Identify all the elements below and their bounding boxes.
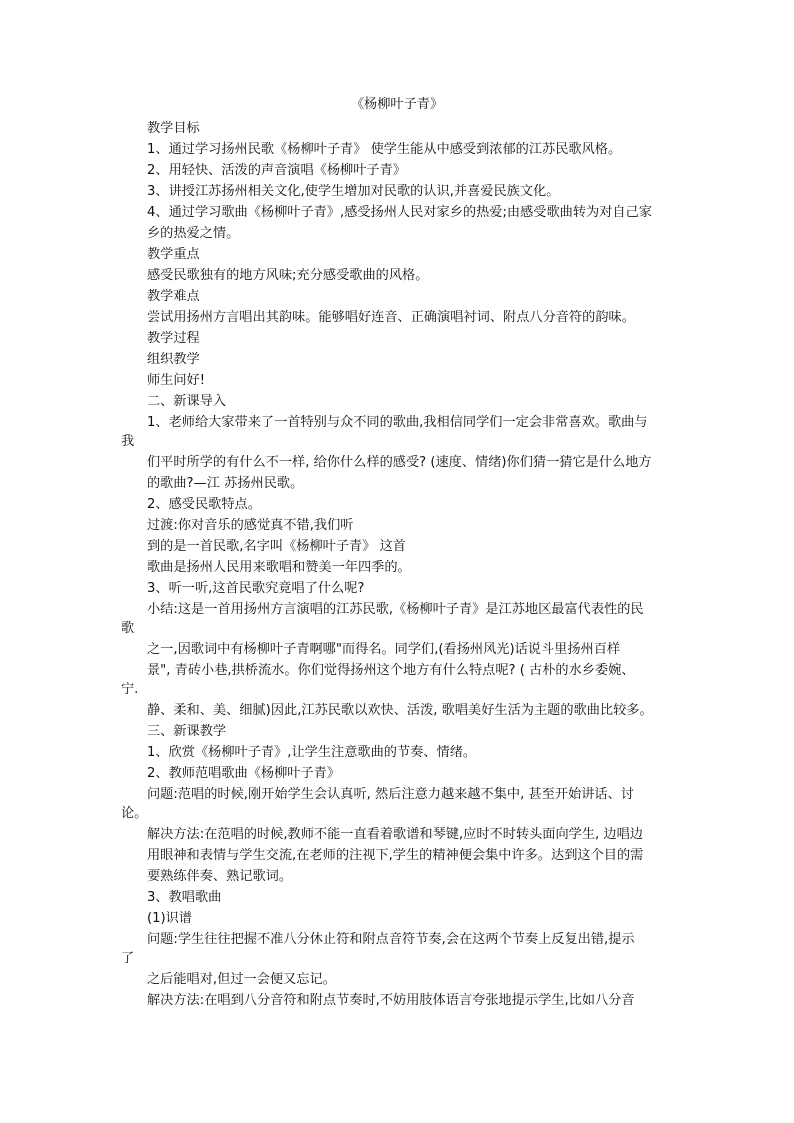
section-heading-key-points: 教学重点 (147, 247, 200, 262)
text-line: 要熟练伴奏、熟记歌词。 (147, 869, 293, 884)
text-line: 过渡:你对音乐的感觉真不错,我们听 (147, 518, 354, 533)
text-line: 3、讲授江苏扬州相关文化,使学生增加对民歌的认识,并喜爱民族文化。 (147, 184, 560, 199)
text-line: 解决方法:在唱到八分音符和附点节奏时,不妨用肢体语言夸张地提示学生,比如八分音 (147, 993, 635, 1008)
section-heading-intro: 二、新课导入 (147, 394, 227, 409)
text-line: 问题:范唱的时候,刚开始学生会认真听, 然后注意力越来越不集中, 甚至开始讲话、讨 (147, 787, 634, 802)
text-line: 2、感受民歌特点。 (147, 497, 261, 512)
text-line: 2、教师范唱歌曲《杨柳叶子青》 (147, 766, 341, 781)
section-heading-difficulties: 教学难点 (147, 289, 200, 304)
text-line: 尝试用扬州方言唱出其韵味。能够唱好连音、正确演唱衬词、附点八分音符的韵味。 (147, 310, 635, 325)
text-line: 之一,因歌词中有杨柳叶子青啊哪"而得名。同学们,(看扬州风光)话说斗里扬州百样 (147, 642, 621, 657)
text-line: 解决方法:在范唱的时候,教师不能一直看着歌谱和琴键,应时不时转头面向学生, 边唱边 (147, 827, 643, 842)
text-line: 师生问好! (147, 373, 206, 388)
document-title: 《杨柳叶子青》 (350, 97, 444, 112)
text-line: (1)识谱 (147, 911, 193, 926)
text-line: 1、老师给大家带来了一首特别与众不同的歌曲,我相信同学们一定会非常喜欢。歌曲与 (147, 415, 648, 430)
text-line: 歌曲是扬州人民用来歌唱和赞美一年四季的。 (147, 560, 411, 575)
text-line-wrap: 了 (121, 951, 135, 966)
text-line-wrap: 我 (121, 434, 135, 449)
text-line: 感受民歌独有的地方风味;充分感受歌曲的风格。 (147, 268, 429, 283)
text-line: 2、用轻快、活泼的声音演唱《杨柳叶子青》 (147, 163, 406, 178)
text-line: 用眼神和表情与学生交流,在老师的注视下,学生的精神便会集中许多。达到这个目的需 (147, 848, 644, 863)
text-line: 的歌曲?—江 苏扬州民歌。 (147, 476, 304, 491)
text-line: 1、通过学习扬州民歌《杨柳叶子青》 使学生能从中感受到浓郁的江苏民歌风格。 (147, 142, 622, 157)
section-heading-new-lesson: 三、新课教学 (147, 724, 227, 739)
text-line: 景", 青砖小巷,拱桥流水。你们觉得扬州这个地方有什么特点呢? ( 古朴的水乡委婉、 (147, 663, 635, 678)
text-line: 3、教唱歌曲 (147, 890, 222, 905)
text-line-wrap: 宁. (121, 682, 139, 697)
text-line: 1、欣赏《杨柳叶子青》,让学生注意歌曲的节奏、情绪。 (147, 745, 477, 760)
text-line: 4、通过学习歌曲《杨柳叶子青》,感受扬州人民对家乡的热爱;由感受歌曲转为对自己家 (147, 205, 652, 220)
text-line: 小结:这是一首用扬州方言演唱的江苏民歌,《杨柳叶子青》是江苏地区最富代表性的民 (147, 602, 644, 617)
text-line: 3、听一听,这首民歌究竟唱了什么呢? (147, 581, 365, 596)
text-line: 组织教学 (147, 352, 200, 367)
text-line: 静、柔和、美、细腻)因此,江苏民歌以欢快、活泼, 歌唱美好生活为主题的歌曲比较多。 (147, 703, 653, 718)
text-line: 问题:学生往往把握不准八分休止符和附点音符节奏,会在这两个节奏上反复出错,提示 (147, 932, 635, 947)
section-heading-process: 教学过程 (147, 331, 200, 346)
text-line: 乡的热爱之情。 (147, 226, 240, 241)
text-line-wrap: 论。 (121, 806, 148, 821)
section-heading-objectives: 教学目标 (147, 121, 200, 136)
text-line: 到的是一首民歌,名字叫《杨柳叶子青》 这首 (147, 539, 406, 554)
text-line-wrap: 歌 (121, 621, 135, 636)
text-line: 之后能唱对,但过一会便又忘记。 (147, 972, 336, 987)
text-line: 们平时所学的有什么不一样, 给你什么样的感受? (速度、情绪)你们猜一猜它是什么地方 (147, 455, 652, 470)
